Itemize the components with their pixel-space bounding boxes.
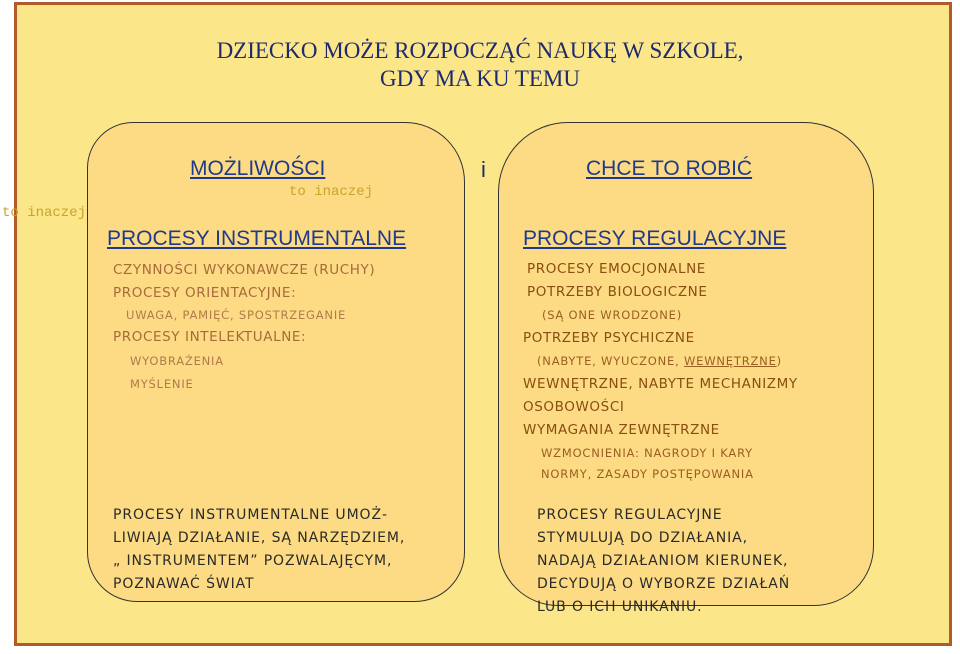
right-summary-0: PROCESY REGULACYJNE: [537, 507, 723, 523]
left-item-0: CZYNNOŚCI WYKONAWCZE (RUCHY): [113, 262, 376, 278]
left-heading: MOŻLIWOŚCI: [190, 157, 326, 180]
left-note-1: to inaczej: [289, 184, 374, 200]
left-summary-1: LIWIAJĄ DZIAŁANIE, SĄ NARZĘDZIEM,: [113, 530, 406, 546]
left-item-5: MYŚLENIE: [130, 377, 194, 391]
right-item-9: WYMAGANIA ZEWNĘTRZNE: [523, 422, 720, 438]
right-item-1: POTRZEBY BIOLOGICZNE: [527, 284, 708, 300]
left-summary-2: „ INSTRUMENTEM” POZWALAJĘCYM,: [113, 553, 393, 569]
left-note-2: to inaczej: [2, 205, 87, 221]
right-item-4: [537, 354, 782, 368]
left-item-3: PROCESY INTELEKTUALNE:: [113, 329, 307, 345]
right-item-3: POTRZEBY PSYCHICZNE: [523, 330, 695, 346]
left-subheading: PROCESY INSTRUMENTALNE: [107, 227, 407, 250]
right-summary-3: DECYDUJĄ O WYBORZE DZIAŁAŃ: [537, 576, 791, 592]
left-item-4: WYOBRAŻENIA: [130, 354, 224, 368]
right-item-10: WZMOCNIENIA: NAGRODY I KARY: [541, 446, 753, 460]
right-summary-2: NADAJĄ DZIAŁANIOM KIERUNEK,: [537, 553, 789, 569]
right-item-7: WEWNĘTRZNE, NABYTE MECHANIZMY: [523, 376, 798, 392]
right-item-11: NORMY, ZASADY POSTĘPOWANIA: [541, 467, 754, 481]
right-item-0: PROCESY EMOCJONALNE: [527, 261, 706, 277]
title-line-2: GDY MA KU TEMU: [380, 66, 580, 91]
right-item-4-link: WEWNĘTRZNE: [684, 354, 777, 368]
left-summary-3: POZNAWAĆ ŚWIAT: [113, 576, 255, 592]
connector-text: i: [481, 157, 486, 182]
right-heading: CHCE TO ROBIĆ: [586, 157, 753, 180]
left-item-2: UWAGA, PAMIĘĆ, SPOSTRZEGANIE: [126, 308, 347, 322]
right-summary-4: LUB O ICH UNIKANIU.: [537, 599, 703, 615]
right-subheading: PROCESY REGULACYJNE: [523, 227, 787, 250]
right-item-4-close: ): [776, 354, 782, 368]
right-item-4-text: (NABYTE, WYUCZONE,: [537, 354, 684, 368]
title-line-1: DZIECKO MOŻE ROZPOCZĄĆ NAUKĘ W SZKOLE,: [216, 38, 744, 63]
right-item-2: (SĄ ONE WRODZONE): [542, 308, 683, 322]
left-item-1: PROCESY ORIENTACYJNE:: [113, 285, 297, 301]
right-summary-1: STYMULUJĄ DO DZIAŁANIA,: [537, 530, 748, 546]
left-summary-0: PROCESY INSTRUMENTALNE UMOŻ-: [113, 507, 388, 523]
right-item-8: OSOBOWOŚCI: [523, 399, 625, 415]
